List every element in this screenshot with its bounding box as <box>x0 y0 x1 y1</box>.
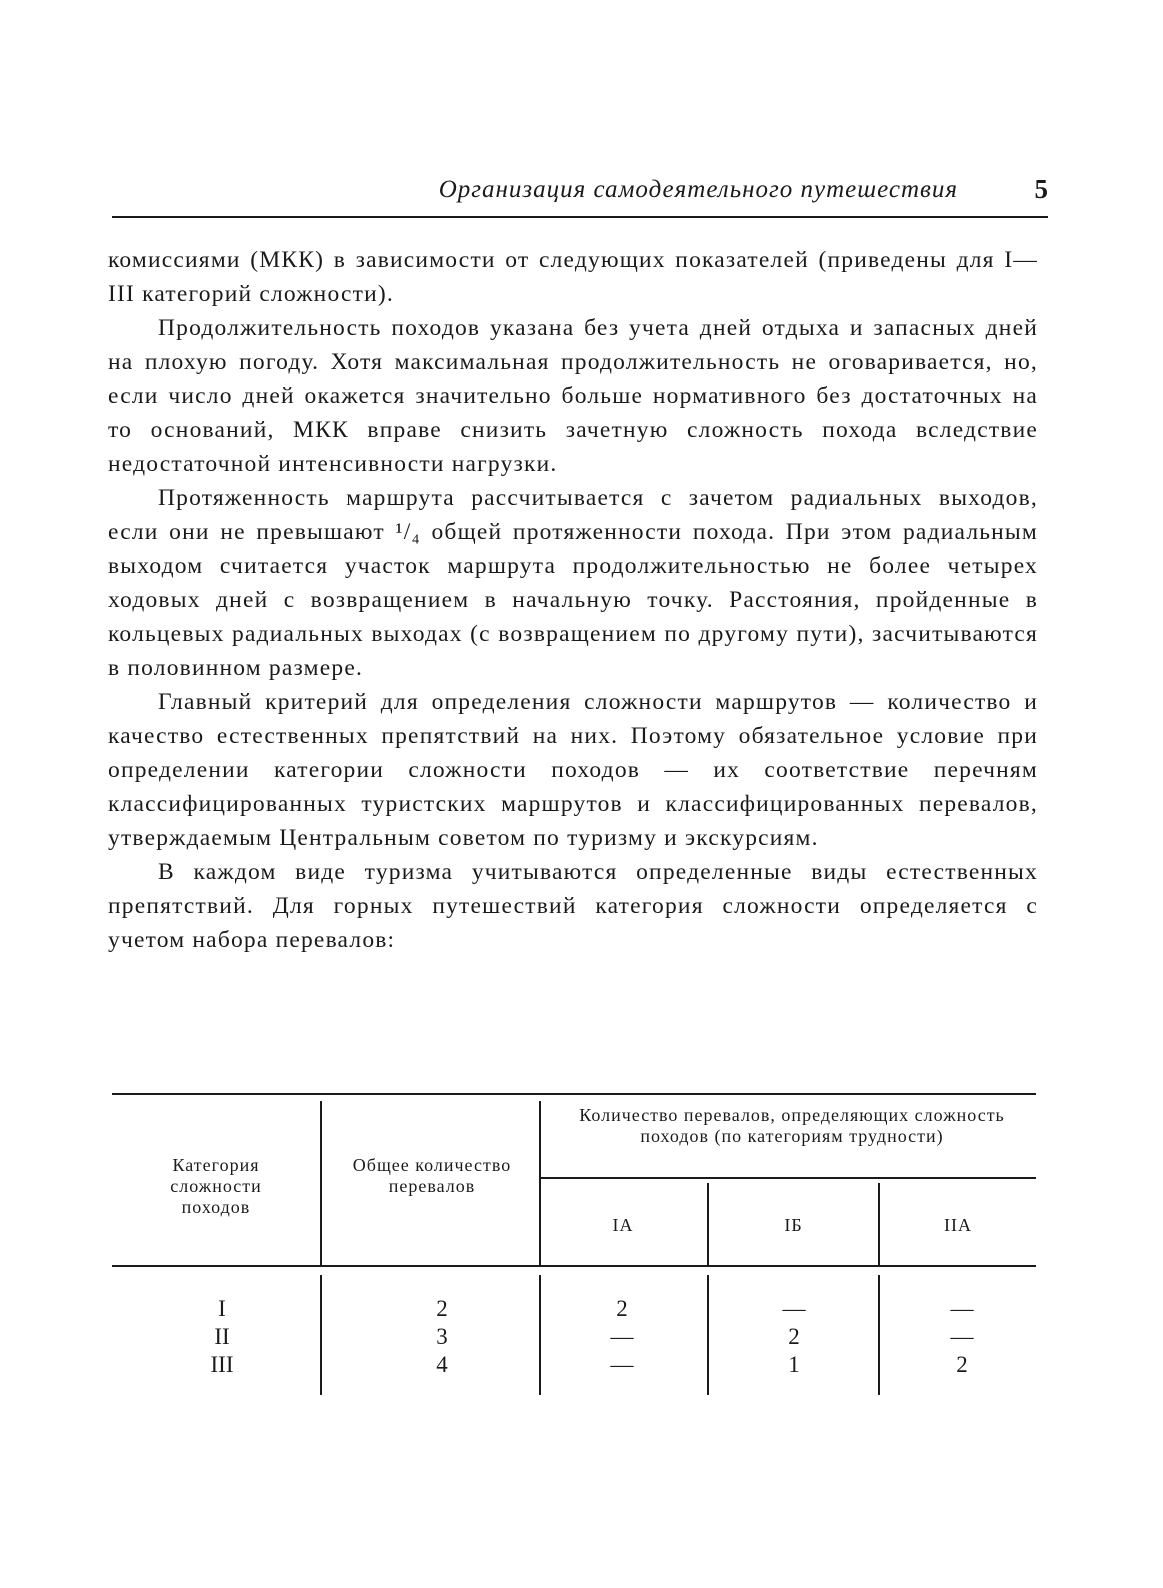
paragraph: комиссиями (МКК) в зависимости от следующих показателей (приведены для I—III категорий сложности). <box>108 247 1038 307</box>
table-cell: 4 <box>436 1352 448 1377</box>
column-total <box>372 1295 512 1379</box>
header-ib: IБ <box>784 1215 803 1235</box>
table-cell: I <box>218 1296 226 1321</box>
table-cell: 2 <box>788 1324 800 1349</box>
table-cell: — <box>610 1352 634 1377</box>
table-vline <box>320 1101 322 1265</box>
table-cell: — <box>610 1324 634 1349</box>
table-cell: 3 <box>436 1324 448 1349</box>
table-cell: 2 <box>956 1352 968 1377</box>
header-total: Общее количество перевалов <box>352 1155 512 1196</box>
running-head <box>112 172 1048 212</box>
table-group-rule <box>539 1177 1036 1179</box>
header-rule <box>112 216 1048 218</box>
paragraph: В каждом виде туризма учитываются определенные виды естественных препятствий. Для горных путешествий категория сложности определяется с учетом набора перевалов: <box>108 859 1038 953</box>
header-ia: IA <box>612 1215 634 1235</box>
table-vline <box>539 1275 541 1395</box>
paragraph: Протяженность маршрута рассчитывается с зачетом радиальных выходов, если они не превышают ¹/₄ общей протяженности похода. При этом радиальным выходом считается участок маршрута продолжительностью не более четырех ходовых дней с возвращением в начальную точку. Расстояния, пройденные в кольцевых радиальных выходах (с возвращением по другому пути), засчитываются в половинном размере. <box>108 485 1038 681</box>
column-ia <box>552 1295 692 1379</box>
paragraph: Продолжительность походов указана без учета дней отдыха и запасных дней на плохую погоду. Хотя максимальная продолжительность не оговаривается, но, если число дней окажется значительно больше нормативного без достаточных на то оснований, МКК вправе снизить зачетную сложность похода вследствие недостаточной интенсивности нагрузки. <box>108 315 1038 477</box>
header-iia: IIA <box>944 1215 972 1235</box>
table-vline <box>539 1101 541 1265</box>
table-top-rule <box>112 1093 1036 1095</box>
table-cell: III <box>210 1352 234 1377</box>
table-cell: 2 <box>436 1296 448 1321</box>
table-cell: II <box>214 1324 230 1349</box>
column-ib <box>724 1295 864 1379</box>
table-cell: — <box>950 1324 974 1349</box>
column-category <box>152 1295 292 1379</box>
table-cell: — <box>782 1296 806 1321</box>
table-header-bottom-rule <box>112 1265 1036 1267</box>
column-iia <box>892 1295 1032 1379</box>
header-category: Категория сложности походов <box>170 1155 262 1217</box>
body-text <box>108 243 1038 957</box>
table-cell: — <box>950 1296 974 1321</box>
running-title: Организация самодеятельного путешествия <box>438 176 958 203</box>
table-vline <box>878 1275 880 1395</box>
table-cell: 1 <box>788 1352 800 1377</box>
passes-table <box>112 1093 1036 1403</box>
page-number: 5 <box>1034 174 1048 204</box>
table-vline <box>320 1275 322 1395</box>
table-cell: 2 <box>616 1296 628 1321</box>
header-group: Количество перевалов, определяющих сложность походов (по категориям трудности) <box>579 1105 1005 1146</box>
paragraph: Главный критерий для определения сложности маршрутов — количество и качество естественных препятствий на них. Поэтому обязательное условие при определении категории сложности походов — их соответствие перечням классифицированных туристских маршрутов и классифицированных перевалов, утверждаемым Центральным советом по туризму и экскурсиям. <box>108 689 1038 851</box>
table-vline <box>707 1275 709 1395</box>
